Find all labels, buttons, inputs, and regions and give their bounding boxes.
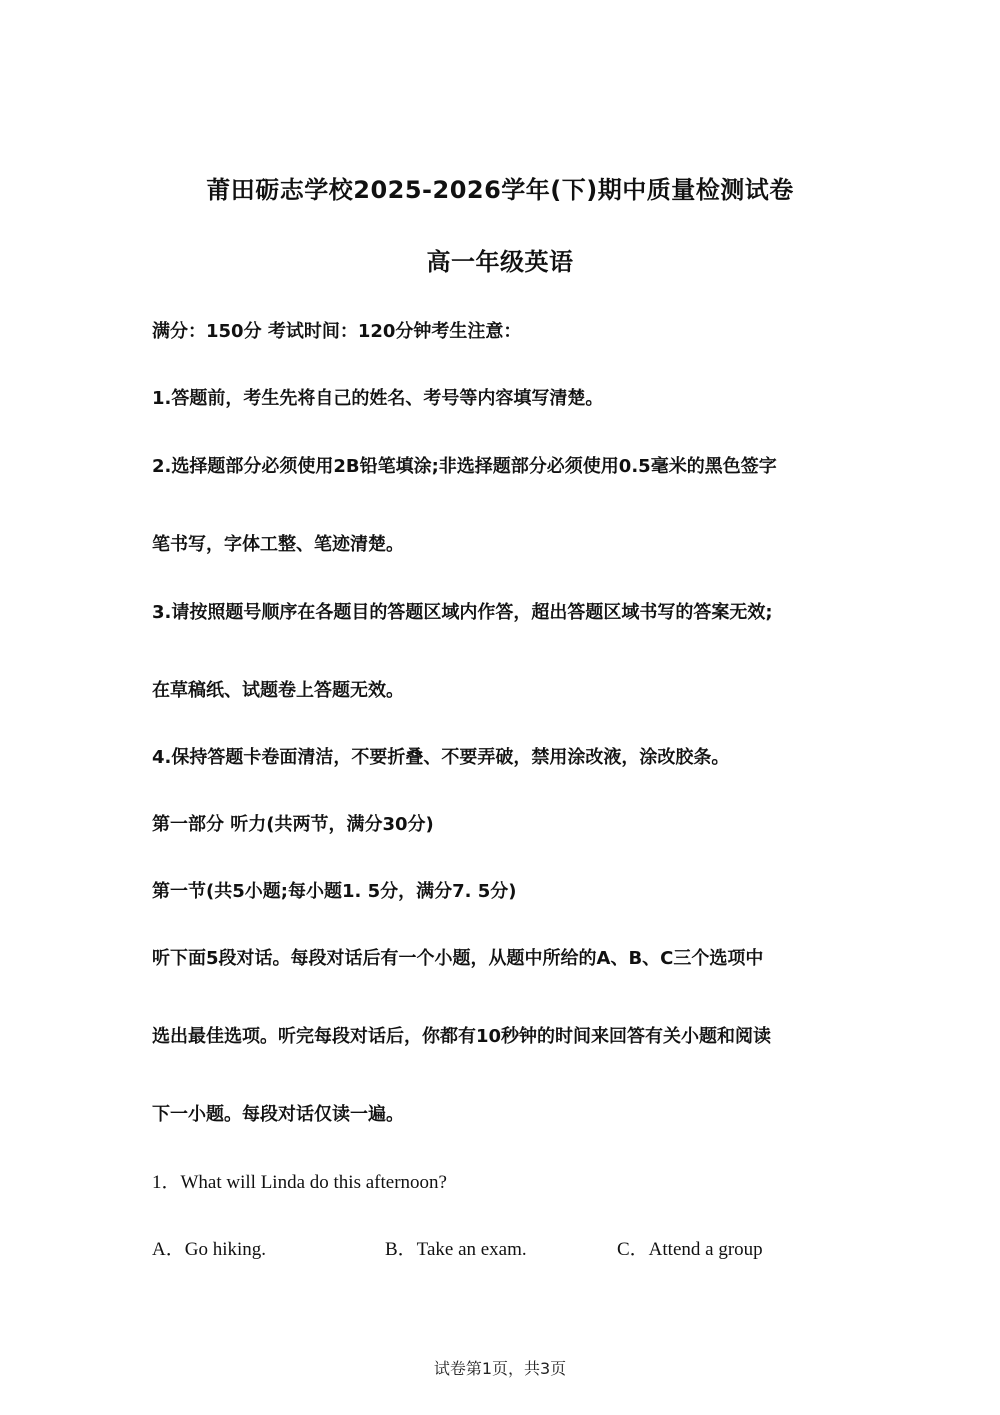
question-1-option-c: C．Attend a group <box>617 1239 763 1260</box>
exam-title: 莆田砺志学校2025-2026学年(下)期中质量检测试卷 <box>206 176 794 204</box>
part1-heading: 第一部分 听力(共两节，满分30分) <box>152 814 434 835</box>
note-3-line-2: 在草稿纸、试题卷上答题无效。 <box>152 680 404 701</box>
note-1: 1.答题前，考生先将自己的姓名、考号等内容填写清楚。 <box>152 388 604 409</box>
note-2-line-1: 2.选择题部分必须使用2B铅笔填涂;非选择题部分必须使用0.5毫米的黑色签字 <box>152 456 777 477</box>
instructions-line-2: 选出最佳选项。听完每段对话后，你都有10秒钟的时间来回答有关小题和阅读 <box>152 1026 772 1047</box>
note-2-line-2: 笔书写，字体工整、笔迹清楚。 <box>152 534 404 555</box>
question-1-option-b: B．Take an exam. <box>385 1239 527 1260</box>
instructions-line-3: 下一小题。每段对话仅读一遍。 <box>152 1104 404 1125</box>
question-1-option-a: A．Go hiking. <box>152 1239 267 1260</box>
page-footer: 试卷第1页，共3页 <box>433 1359 567 1378</box>
note-3-line-1: 3.请按照题号顺序在各题目的答题区域内作答，超出答题区域书写的答案无效; <box>152 602 773 623</box>
score-time-info: 满分：150分 考试时间：120分钟考生注意： <box>152 321 522 342</box>
question-1-stem: 1．What will Linda do this afternoon? <box>152 1172 447 1193</box>
instructions-line-1: 听下面5段对话。每段对话后有一个小题，从题中所给的A、B、C三个选项中 <box>152 948 764 969</box>
section1-heading: 第一节(共5小题;每小题1. 5分，满分7. 5分) <box>152 881 517 902</box>
note-4: 4.保持答题卡卷面清洁，不要折叠、不要弄破，禁用涂改液，涂改胶条。 <box>152 747 730 768</box>
exam-subtitle: 高一年级英语 <box>426 248 574 276</box>
